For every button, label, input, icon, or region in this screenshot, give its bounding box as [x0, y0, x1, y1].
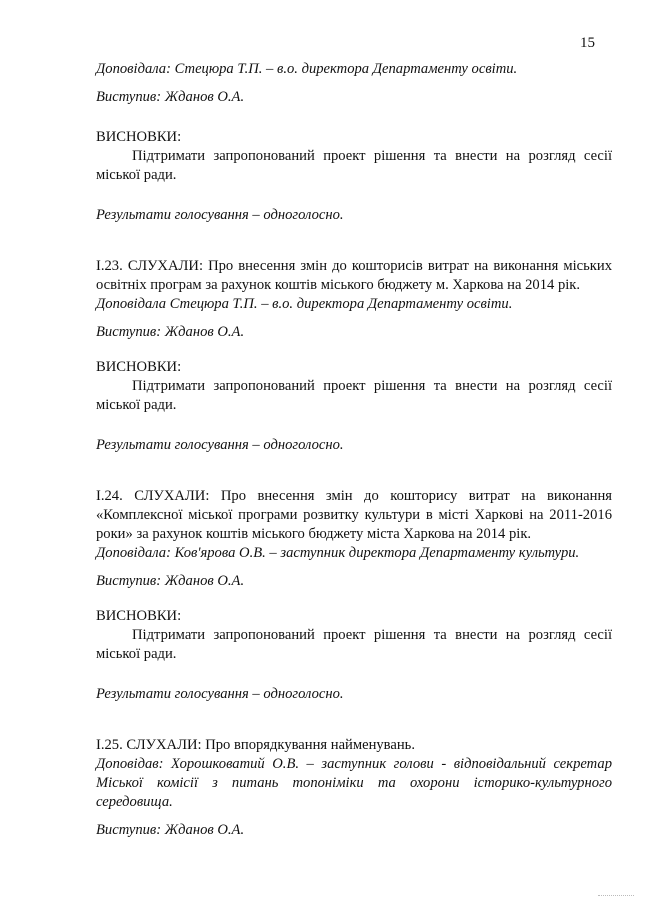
item-25-reporter: Доповідав: Хорошковатий О.В. – заступник голови - відповідальний секретар Міської комісії з питань топоніміки та охорони історико-культурного середовища. [96, 756, 612, 810]
item-24-conclusions-heading: ВИСНОВКИ: [96, 608, 182, 624]
item-23-speaker: Виступив: Жданов О.А. [96, 324, 245, 340]
document-body [96, 60, 612, 840]
item-24-speaker: Виступив: Жданов О.А. [96, 573, 245, 589]
item-24-heard: І.24. СЛУХАЛИ: Про внесення змін до кошторису витрат на виконання «Комплексної міської програми розвитку культури в місті Харкові на 2011-2016 роки» за рахунок коштів міського бюджету міста Харкова на 2014 рік. [96, 488, 612, 542]
item-25-speaker: Виступив: Жданов О.А. [96, 822, 245, 838]
intro-conclusions-text: Підтримати запропонований проект рішення та внести на розгляд сесії міської ради. [96, 148, 612, 183]
item-24-conclusions-text: Підтримати запропонований проект рішення та внести на розгляд сесії міської ради. [96, 627, 612, 662]
item-23-reporter: Доповідала Стецюра Т.П. – в.о. директора Департаменту освіти. [96, 296, 513, 312]
item-23-conclusions-heading: ВИСНОВКИ: [96, 359, 182, 375]
item-23-vote: Результати голосування – одноголосно. [96, 437, 344, 453]
intro-reporter: Доповідала: Стецюра Т.П. – в.о. директора Департаменту освіти. [96, 61, 518, 77]
intro-conclusions-heading: ВИСНОВКИ: [96, 129, 182, 145]
item-24-vote: Результати голосування – одноголосно. [96, 686, 344, 702]
intro-vote: Результати голосування – одноголосно. [96, 207, 344, 223]
item-23-heard: І.23. СЛУХАЛИ: Про внесення змін до кошторисів витрат на виконання міських освітніх програм за рахунок коштів міського бюджету м. Харкова на 2014 рік. [96, 258, 612, 293]
item-23-conclusions-text: Підтримати запропонований проект рішення та внести на розгляд сесії міської ради. [96, 378, 612, 413]
scan-artifact-divider [598, 895, 634, 897]
item-25-heard: І.25. СЛУХАЛИ: Про впорядкування найменувань. [96, 737, 415, 753]
page-number: 15 [580, 35, 595, 51]
item-24-reporter: Доповідала: Ков'ярова О.В. – заступник директора Департаменту культури. [96, 545, 580, 561]
intro-speaker: Виступив: Жданов О.А. [96, 89, 245, 105]
